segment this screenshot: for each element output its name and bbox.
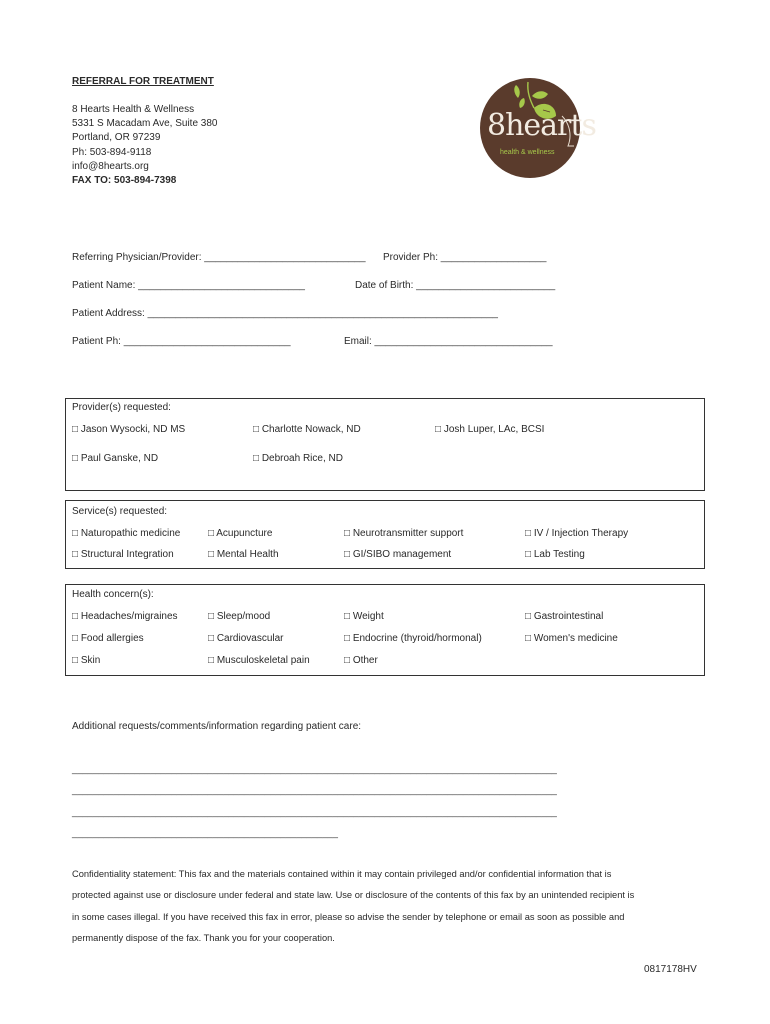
service-option[interactable]: □ Mental Health	[208, 549, 279, 560]
comment-line[interactable]: _____________________________________________________________________________________________	[72, 784, 557, 795]
health-option[interactable]: □ Headaches/migraines	[72, 611, 178, 622]
clinic-email: info@8hearts.org	[72, 161, 149, 172]
clinic-name: 8 Hearts Health & Wellness	[72, 104, 195, 115]
logo-text: 8hearts	[487, 108, 596, 143]
providers-label: Provider(s) requested:	[72, 402, 171, 413]
confidentiality-line: protected against use or disclosure under federal and state law. Use or disclosure of the contents of this fax by an unintended recipient is	[72, 890, 635, 900]
confidentiality-line: in some cases illegal. If you have received this fax in error, please so advise the sender by telephone or email as soon as possible and	[72, 912, 625, 922]
service-option[interactable]: □ Acupuncture	[208, 528, 273, 539]
provider-option[interactable]: □ Debroah Rice, ND	[253, 453, 343, 464]
comment-line[interactable]: _____________________________________________________________________________________________	[72, 763, 557, 774]
health-option[interactable]: □ Cardiovascular	[208, 633, 284, 644]
document-title: REFERRAL FOR TREATMENT	[72, 76, 214, 87]
health-option[interactable]: □ Weight	[344, 611, 384, 622]
health-option[interactable]: □ Endocrine (thyroid/hormonal)	[344, 633, 482, 644]
logo-subtext: health & wellness	[500, 149, 555, 156]
health-option[interactable]: □ Sleep/mood	[208, 611, 271, 622]
provider-option[interactable]: □ Paul Ganske, ND	[72, 453, 159, 464]
patient-name-field[interactable]: Patient Name: ______________________________	[72, 280, 305, 291]
health-option[interactable]: □ Musculoskeletal pain	[208, 655, 310, 666]
service-option[interactable]: □ GI/SIBO management	[344, 549, 452, 560]
clinic-street: 5331 S Macadam Ave, Suite 380	[72, 118, 218, 129]
confidentiality-line: permanently dispose of the fax. Thank you for your cooperation.	[72, 933, 335, 943]
clinic-city: Portland, OR 97239	[72, 132, 161, 143]
health-concerns-section	[65, 584, 705, 676]
health-concerns-label: Health concern(s):	[72, 589, 154, 600]
confidentiality-line: Confidentiality statement: This fax and the materials contained within it may contain privileged and/or confidential information that is	[72, 869, 612, 879]
document-code: 0817178HV	[644, 964, 697, 975]
service-option[interactable]: □ Lab Testing	[525, 549, 585, 560]
services-label: Service(s) requested:	[72, 506, 168, 517]
service-option[interactable]: □ Neurotransmitter support	[344, 528, 464, 539]
fax-number: FAX TO: 503-894-7398	[72, 175, 177, 186]
health-option[interactable]: □ Gastrointestinal	[525, 611, 604, 622]
patient-phone-field[interactable]: Patient Ph: ______________________________	[72, 336, 291, 347]
comment-line[interactable]: _____________________________________________________________________________________________	[72, 806, 557, 817]
comment-line[interactable]: ___________________________________________________	[72, 827, 338, 838]
provider-option[interactable]: □ Jason Wysocki, ND MS	[72, 424, 186, 435]
service-option[interactable]: □ Naturopathic medicine	[72, 528, 181, 539]
email-field[interactable]: Email: ________________________________	[344, 336, 553, 347]
provider-option[interactable]: □ Josh Luper, LAc, BCSI	[435, 424, 545, 435]
service-option[interactable]: □ Structural Integration	[72, 549, 174, 560]
provider-option[interactable]: □ Charlotte Nowack, ND	[253, 424, 361, 435]
referring-physician-field[interactable]: Referring Physician/Provider: _____________________________	[72, 252, 366, 263]
provider-phone-field[interactable]: Provider Ph: ___________________	[383, 252, 547, 263]
patient-address-field[interactable]: Patient Address: _______________________________________________________________	[72, 308, 498, 319]
health-option[interactable]: □ Skin	[72, 655, 101, 666]
additional-requests-label: Additional requests/comments/information regarding patient care:	[72, 721, 362, 732]
health-option[interactable]: □ Women's medicine	[525, 633, 618, 644]
clinic-phone: Ph: 503-894-9118	[72, 147, 152, 158]
health-option[interactable]: □ Other	[344, 655, 378, 666]
health-option[interactable]: □ Food allergies	[72, 633, 144, 644]
service-option[interactable]: □ IV / Injection Therapy	[525, 528, 629, 539]
date-of-birth-field[interactable]: Date of Birth: _________________________	[355, 280, 556, 291]
